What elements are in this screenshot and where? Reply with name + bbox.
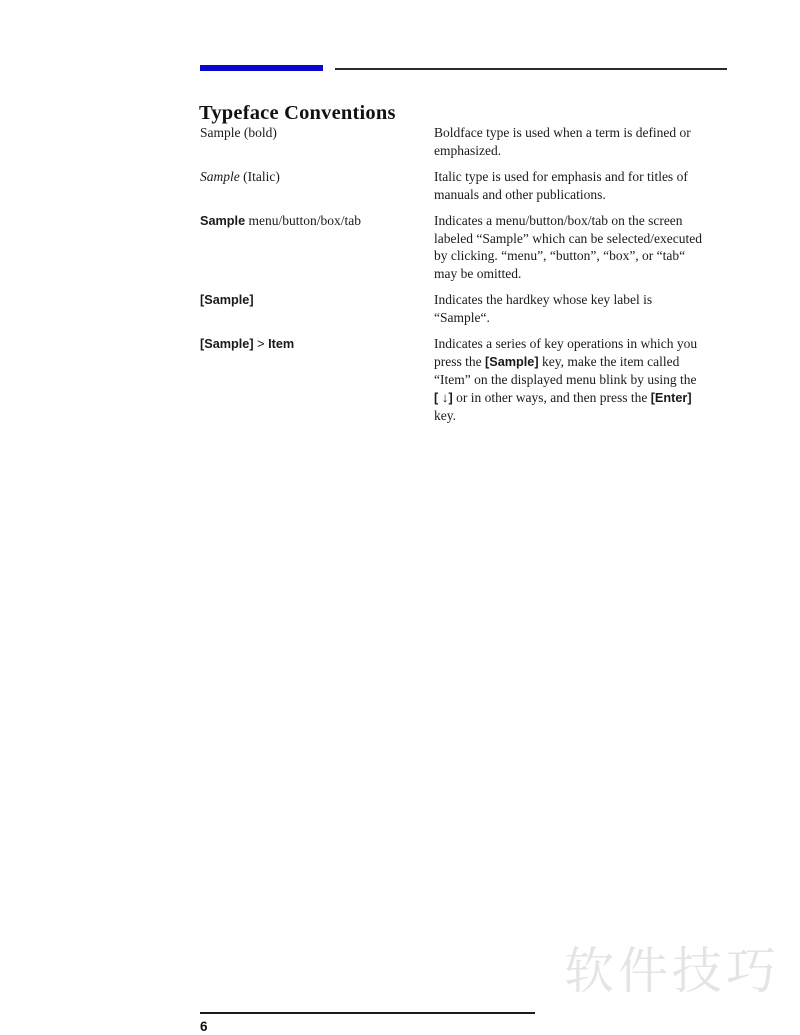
text-segment: [Sample]: [485, 354, 539, 369]
text-segment: Sample: [200, 169, 240, 184]
text-segment: key.: [434, 408, 456, 423]
text-segment: Indicates a menu/button/box/tab on the screen: [434, 213, 683, 228]
text-segment: (Italic): [239, 169, 280, 184]
text-segment: Sample (bold): [200, 125, 277, 140]
text-segment: Item: [268, 337, 295, 351]
text-segment: press the: [434, 353, 485, 369]
description-line: [434, 335, 727, 353]
description-line: [434, 389, 727, 408]
text-segment: [Enter]: [650, 390, 692, 405]
convention-row: [200, 335, 727, 425]
description-line: [434, 247, 727, 265]
convention-term: [200, 168, 434, 203]
description-line: [434, 186, 727, 204]
convention-row: [200, 291, 727, 326]
footer-rule-line: [200, 1012, 535, 1014]
text-segment: Indicates a series of key operations in which you: [434, 336, 698, 351]
text-segment: [Sample]: [200, 337, 254, 351]
description-line: [434, 265, 727, 283]
text-segment: Italic type is used for emphasis and for titles of: [434, 169, 688, 184]
convention-row: [200, 212, 727, 282]
page-title: Typeface Conventions: [199, 101, 396, 124]
description-line: [434, 168, 727, 186]
text-segment: may be omitted.: [434, 265, 522, 281]
text-segment: “Item” on the displayed menu blink by using the: [434, 372, 697, 387]
convention-description: [434, 335, 727, 425]
convention-description: [434, 124, 727, 159]
text-segment: labeled “Sample” which can be selected/executed: [434, 230, 702, 246]
description-line: [434, 353, 727, 372]
description-line: [434, 371, 727, 389]
header-accent-bar: [200, 65, 323, 71]
convention-description: [434, 212, 727, 282]
page-number: 6: [200, 1019, 208, 1034]
description-line: [434, 291, 727, 309]
convention-term: [200, 124, 434, 159]
text-segment: [Sample]: [200, 293, 254, 307]
text-segment: by clicking. “menu”, “button”, “box”, or “tab“: [434, 248, 686, 263]
description-line: [434, 124, 727, 142]
description-line: [434, 142, 727, 160]
text-segment: Sample: [200, 214, 246, 228]
conventions-table: [200, 124, 727, 434]
text-segment: emphasized.: [434, 142, 502, 158]
text-segment: or in other ways, and then press the: [452, 389, 651, 405]
text-segment: key, make the item called: [538, 353, 680, 369]
watermark-text: 软件技巧: [564, 943, 780, 999]
convention-row: [200, 168, 727, 203]
convention-term: [200, 335, 434, 425]
text-segment: menu/button/box/tab: [245, 213, 362, 228]
text-segment: Indicates the hardkey whose key label is: [434, 292, 653, 307]
convention-description: [434, 291, 727, 326]
convention-term: [200, 291, 434, 326]
text-segment: >: [253, 337, 269, 351]
convention-description: [434, 168, 727, 203]
convention-row: [200, 124, 727, 159]
description-line: [434, 407, 727, 425]
text-segment: “Sample“.: [434, 309, 490, 325]
description-line: [434, 230, 727, 248]
description-line: [434, 212, 727, 230]
description-line: [434, 309, 727, 327]
text-segment: ↓: [441, 389, 449, 405]
text-segment: [: [434, 390, 442, 405]
text-segment: Boldface type is used when a term is defined or: [434, 125, 691, 140]
text-segment: manuals and other publications.: [434, 186, 606, 202]
header-rule-line: [335, 68, 727, 70]
text-segment: ]: [448, 390, 453, 405]
convention-term: [200, 212, 434, 282]
